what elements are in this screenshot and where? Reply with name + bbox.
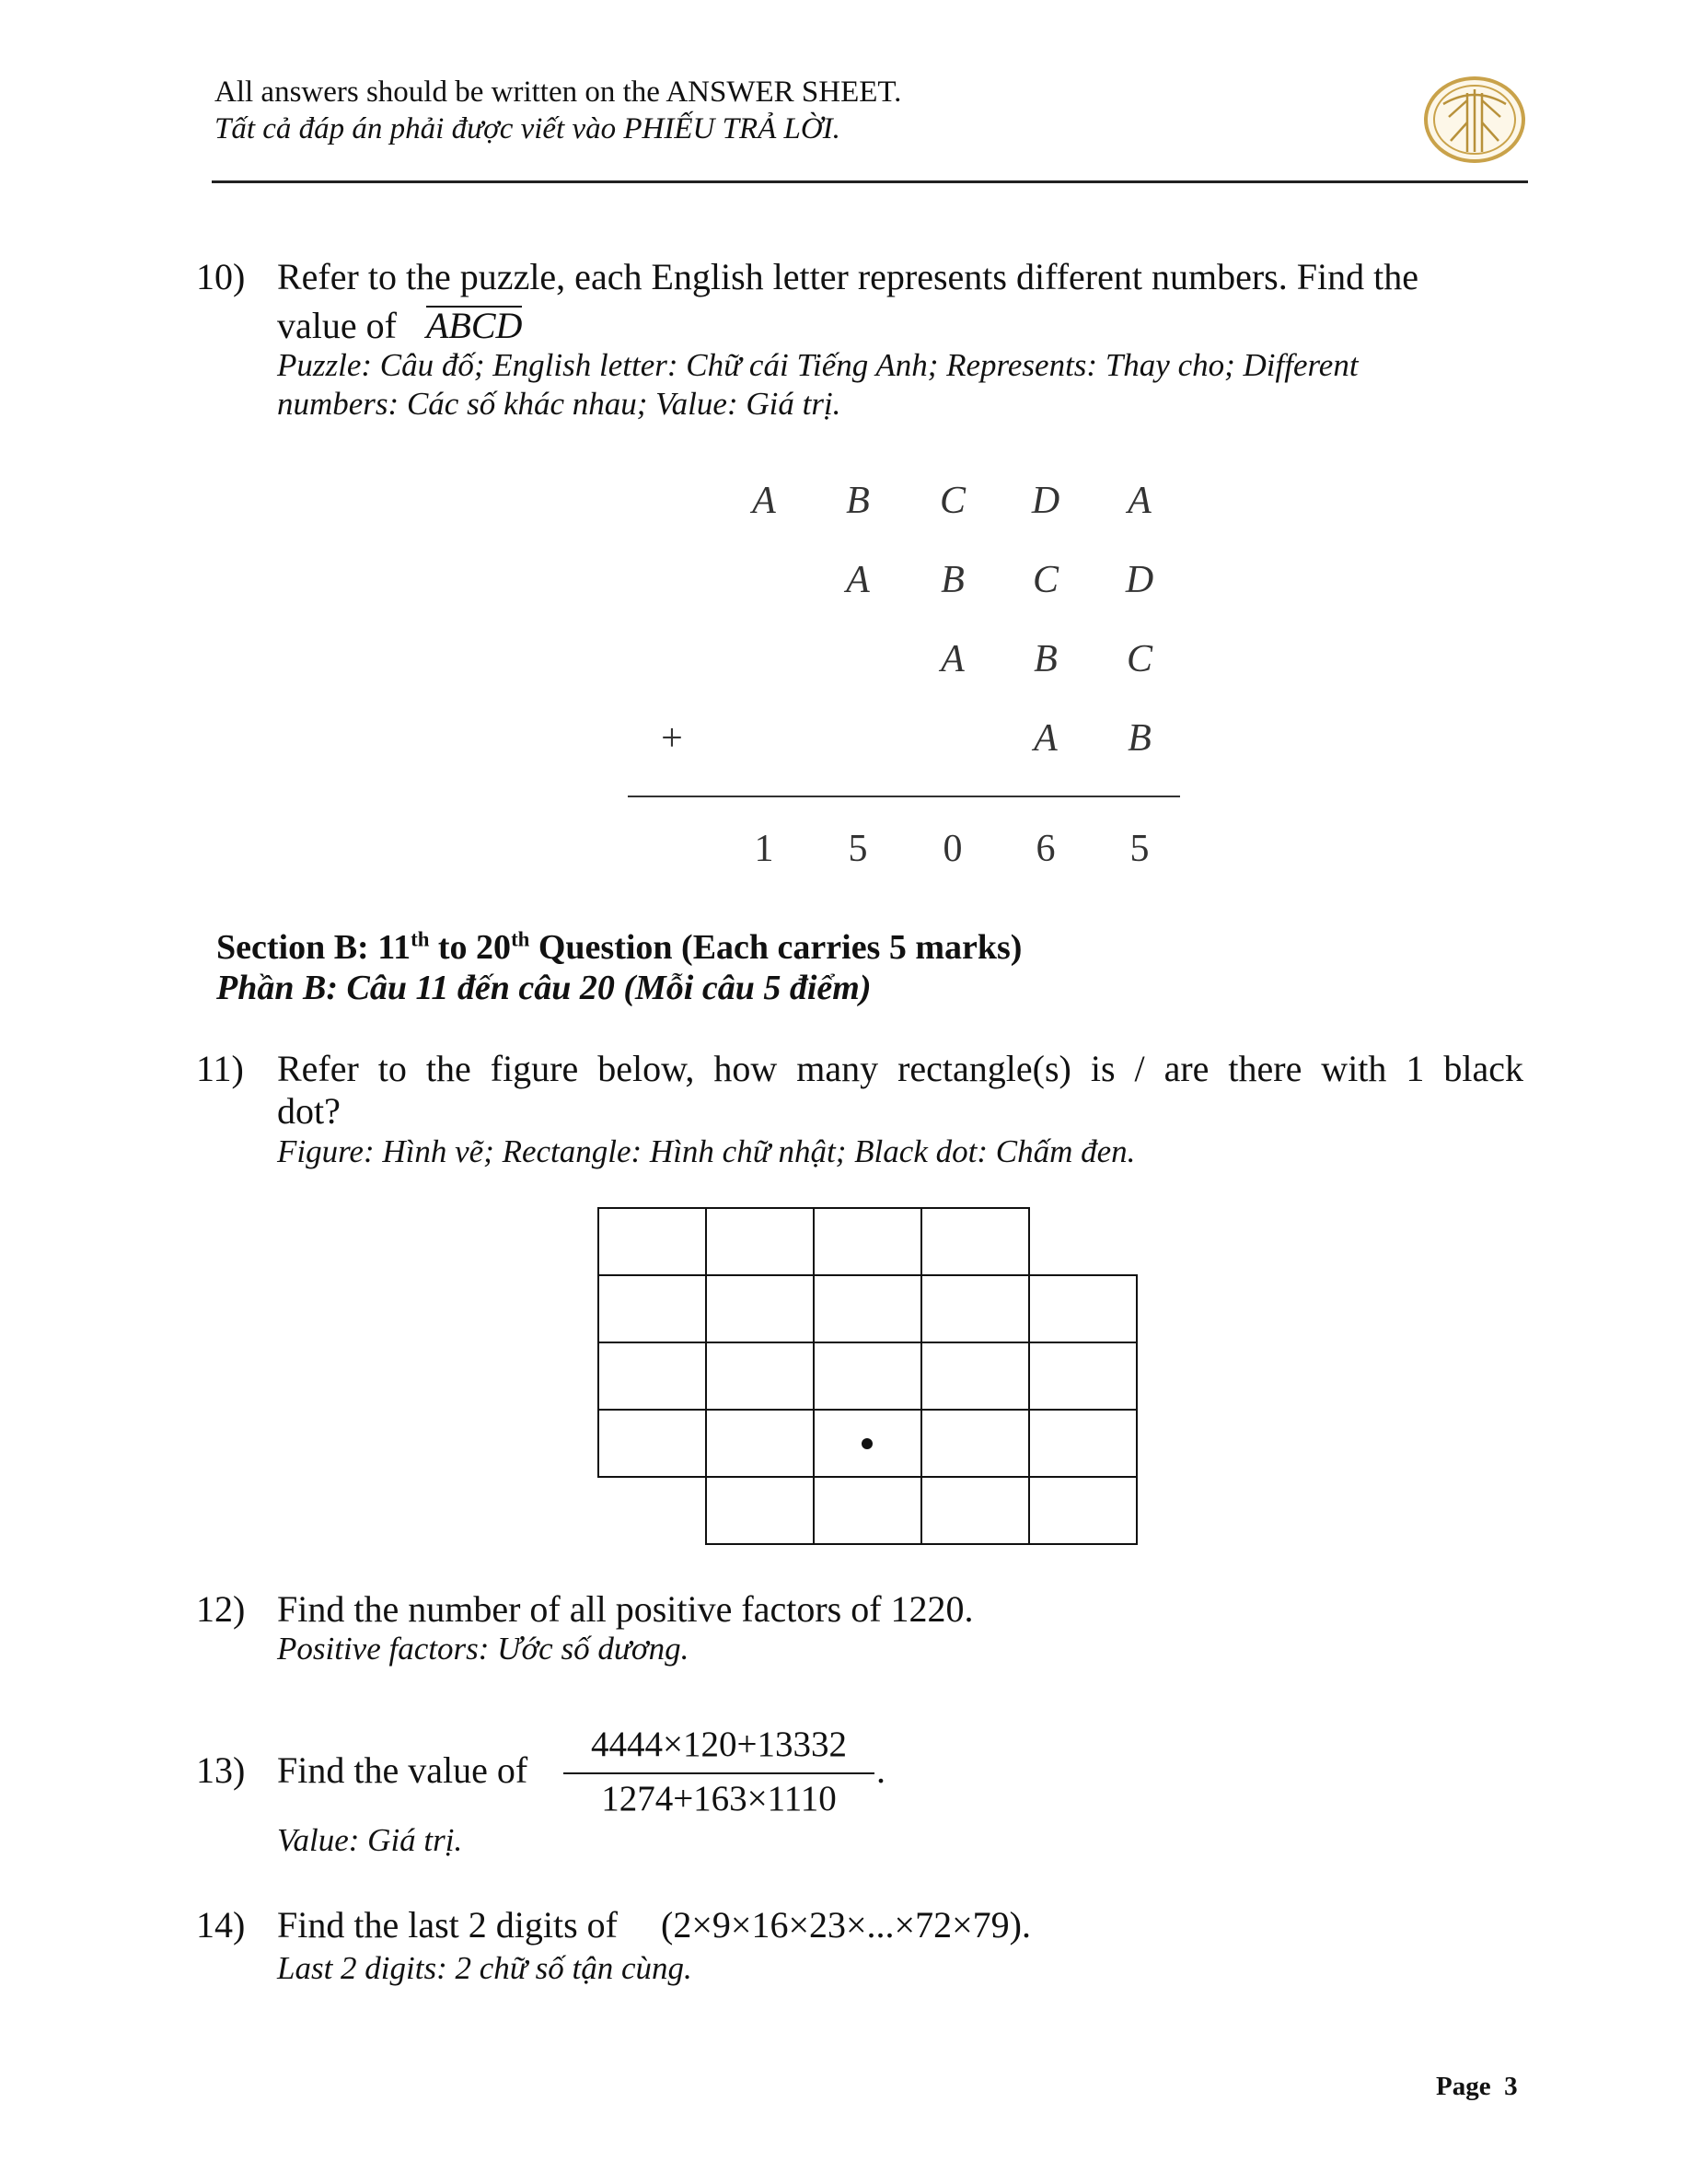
question-13-text: Find the value of [277, 1749, 528, 1791]
result-digit: 0 [943, 828, 963, 870]
question-10-text: Refer to the puzzle, each English letter represents different numbers. Find the [277, 256, 1418, 297]
result-digit: 5 [848, 828, 868, 870]
question-10-number: 10) [196, 256, 246, 297]
question-10-gloss-line2: numbers: Các số khác nhau; Value: Giá trị. [277, 386, 841, 422]
header-rule [212, 180, 1528, 183]
section-b-sup1: th [411, 927, 430, 951]
section-b-title-prefix: Section B: 11 [216, 928, 411, 967]
puzzle-cell: B [1128, 717, 1152, 760]
puzzle-cell: D [1125, 559, 1154, 601]
question-10-gloss-line1: Puzzle: Câu đố; English letter: Chữ cái Tiếng Anh; Represents: Thay cho; Different [277, 347, 1359, 383]
puzzle-cell: A [1128, 480, 1152, 522]
puzzle-cell: A [941, 638, 965, 680]
section-b-title-suffix: Question (Each carries 5 marks) [529, 928, 1023, 967]
question-11-gloss: Figure: Hình vẽ; Rectangle: Hình chữ nhật; Black dot: Chấm đen. [277, 1133, 1136, 1169]
puzzle-cell: A [846, 559, 870, 601]
fraction-denominator: 1274+163×1110 [601, 1779, 837, 1818]
puzzle-cell: C [939, 480, 966, 522]
question-14-text: Find the last 2 digits of [277, 1904, 618, 1946]
page-number: Page 3 [1436, 2072, 1518, 2101]
school-logo-icon [1423, 76, 1526, 163]
header-instruction-en: All answers should be written on the ANSWER SHEET. [214, 76, 902, 109]
black-dot [862, 1438, 873, 1449]
question-14-number: 14) [196, 1904, 246, 1946]
question-11-text: Refer to the figure below, how many rectangle(s) is / are there with 1 black [277, 1048, 1523, 1089]
puzzle-cell: B [1034, 638, 1058, 680]
fraction-numerator: 4444×120+13332 [591, 1725, 847, 1764]
result-digit: 6 [1036, 828, 1056, 870]
section-b-title-vi: Phần B: Câu 11 đến câu 20 (Mỗi câu 5 điểm) [216, 969, 872, 1007]
question-14-gloss: Last 2 digits: 2 chữ số tận cùng. [277, 1950, 692, 1986]
question-12-gloss: Positive factors: Ước số dương. [277, 1631, 689, 1667]
question-13-gloss: Value: Giá trị. [277, 1822, 463, 1858]
question-12-text: Find the number of all positive factors of 1220. [277, 1588, 974, 1630]
question-13-number: 13) [196, 1749, 246, 1791]
puzzle-cell: A [1034, 717, 1058, 760]
puzzle-cell: C [1126, 638, 1152, 680]
question-11-text-line2: dot? [277, 1090, 341, 1132]
question-10-text-line2 [277, 304, 522, 348]
section-b-title [216, 927, 1022, 968]
fraction-bar [563, 1772, 874, 1774]
result-digit: 5 [1129, 828, 1150, 870]
puzzle-cell: B [846, 480, 870, 522]
section-b-title-mid: to 20 [429, 928, 512, 967]
question-10-value-of: value of [277, 305, 397, 346]
puzzle-cell: D [1031, 480, 1060, 522]
question-13-period: . [876, 1749, 886, 1791]
header-instruction-vi: Tất cả đáp án phải được viết vào PHIẾU TRẢ LỜI. [214, 112, 840, 145]
question-14-expression: (2×9×16×23×...×72×79). [661, 1904, 1031, 1946]
question-12-number: 12) [196, 1588, 246, 1630]
rectangle-grid-figure [596, 1206, 1140, 1545]
overline-abcd: ABCD [425, 305, 523, 346]
section-b-sup2: th [511, 927, 530, 951]
result-digit: 1 [754, 828, 774, 870]
question-11-number: 11) [196, 1048, 244, 1089]
sum-line [628, 796, 1180, 797]
plus-sign: + [661, 717, 683, 760]
puzzle-cell: A [752, 480, 776, 522]
puzzle-cell: C [1032, 559, 1059, 601]
puzzle-cell: B [941, 559, 965, 601]
